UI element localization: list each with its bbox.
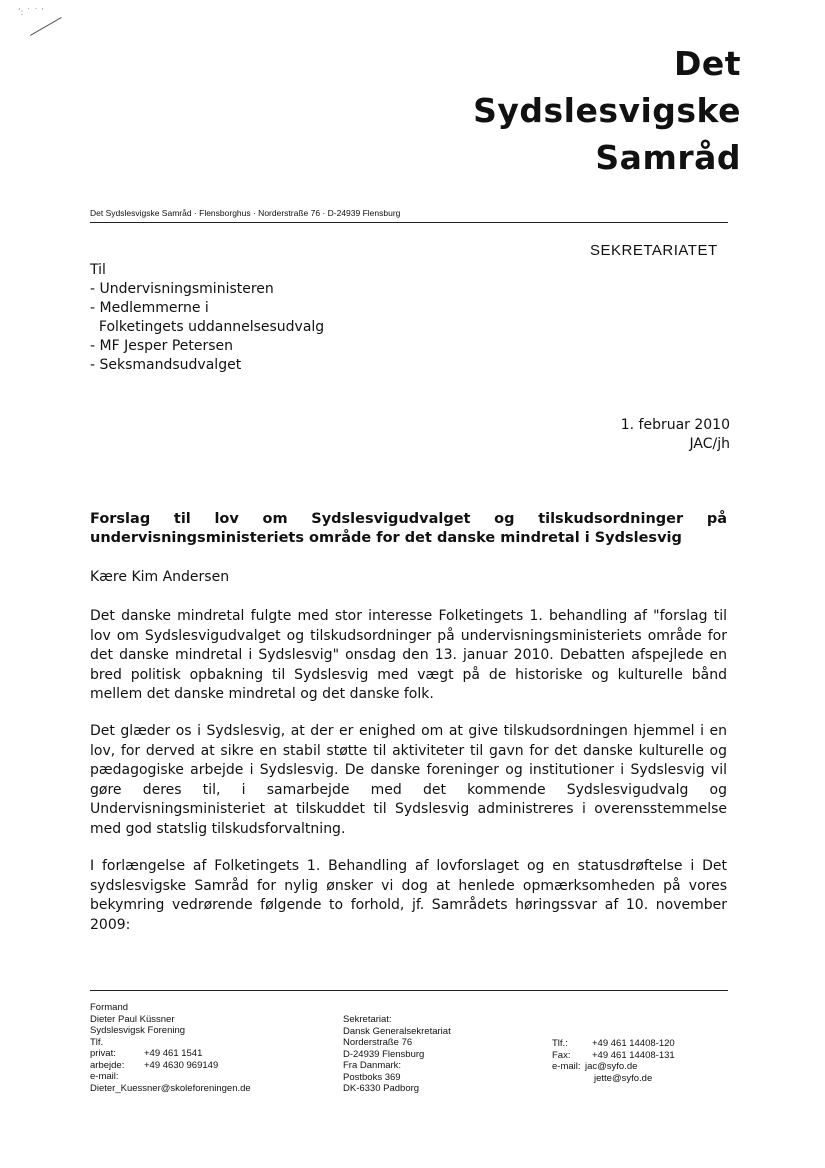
subject-line-2: undervisningsministeriets område for det danske mindretal i Sydslesvig: [90, 530, 682, 546]
chair-org: Sydslesvigsk Forening: [90, 1025, 186, 1036]
contact-fax: Fax: +49 461 14408-131: [552, 1049, 675, 1061]
footer-chair: [90, 1002, 251, 1094]
secretariat-postbox: Postboks 369: [343, 1071, 401, 1083]
chair-email: Dieter_Kuessner@skoleforeningen.de: [90, 1082, 251, 1094]
subject-line-1: Forslag til lov om Sydslesvigudvalget og tilskudsordninger på: [90, 511, 727, 527]
title-line-2: Sydslesvigske: [473, 91, 741, 130]
recipient-line: - MF Jesper Petersen: [90, 338, 234, 354]
body-paragraph-3: I forlængelse af Folketingets 1. Behandling af lovforslaget og en statusdrøftelse i Det sydslesvigske Samråd for nylig ønsker vi dog at henlede opmærksomheden på vores bekymring vedrørende følgende to forhold, jf. Samrådets høringssvar af 10. november 2009:: [90, 858, 727, 933]
recipient-list: [90, 261, 324, 375]
body-paragraph-1: Det danske mindretal fulgte med stor interesse Folketingets 1. behandling af "forslag til lov om Sydslesvigudvalget og tilskudsordninger på undervisningsministeriets område for det danske mindretal i Sydslesvig" onsdag den 13. januar 2010. Debatten afspejlede en bred politisk opbakning til Sydslesvig med vægt på de historiske og kulturelle bånd mellem det danske mindretal og det danske folk.: [90, 608, 727, 702]
secretariat-heading: Sekretariat:: [343, 1014, 392, 1025]
recipient-line: - Undervisningsministeren: [90, 281, 274, 297]
chair-heading: Formand: [90, 1002, 129, 1013]
title-line-3: Samråd: [595, 138, 741, 177]
recipient-line: Til: [90, 262, 106, 278]
contact-phone: Tlf.: +49 461 14408-120: [552, 1038, 675, 1049]
greeting: Kære Kim Andersen: [90, 569, 230, 585]
recipient-line: Folketingets uddannelsesudvalg: [90, 319, 325, 335]
secretariat-org: Dansk Generalsekretariat: [343, 1025, 451, 1037]
chair-name: Dieter Paul Küssner: [90, 1013, 175, 1025]
footer-secretariat: [343, 1014, 451, 1095]
scan-pen-mark: [30, 17, 62, 36]
chair-tlf-label: Tlf.: [90, 1036, 104, 1048]
letter-date: 1. februar 2010: [620, 417, 730, 433]
body-paragraph-2: Det glæder os i Sydslesvig, at der er enighed om at give tilskudsordningen hjemmel i en lov, for derved at sikre en stabil støtte til aktiviteter til gavn for det danske kulturelle og pædagogiske arbejde i Sydslesvig. De danske foreninger og institutioner i Sydslesvig vil gøre deres til, i samarbejde med det kommende Sydslesvigudvalg og Undervisningsministeriet at tilskuddet til Sydslesvig administreres i overensstemmelse med god statslig tilskudsforvaltning.: [90, 723, 727, 837]
letterhead-title: [473, 40, 741, 181]
chair-work-phone: arbejde: +49 4630 969149: [90, 1059, 219, 1071]
letterhead-address: Det Sydslesvigske Samråd · Flensborghus · Norderstraße 76 · D-24939 Flensburg: [90, 208, 401, 218]
title-line-1: Det: [673, 44, 741, 83]
header-divider: [90, 222, 728, 223]
subject-heading: [90, 510, 727, 548]
recipient-line: - Seksmandsudvalget: [90, 357, 242, 373]
footer-divider: [90, 990, 728, 991]
chair-email-label: e-mail:: [90, 1071, 119, 1082]
chair-private-phone: privat: +49 461 1541: [90, 1048, 203, 1059]
contact-email-2: jette@syfo.de: [594, 1072, 653, 1084]
contact-email-1: e-mail: jac@syfo.de: [552, 1061, 638, 1072]
secretariat-city: D-24939 Flensburg: [343, 1048, 425, 1060]
secretariat-street: Norderstraße 76: [343, 1037, 413, 1048]
letter-reference: JAC/jh: [689, 436, 730, 452]
scan-artifact: ʹ: ˙ ˙ ʹ: [18, 8, 44, 18]
recipient-line: - Medlemmerne i: [90, 300, 209, 316]
secretariat-dk-city: DK-6330 Padborg: [343, 1083, 420, 1094]
department-label: SEKRETARIATET: [590, 242, 718, 259]
secretariat-from-dk: Fra Danmark:: [343, 1060, 402, 1071]
footer-contact: [552, 1038, 675, 1084]
date-block: [621, 416, 730, 454]
